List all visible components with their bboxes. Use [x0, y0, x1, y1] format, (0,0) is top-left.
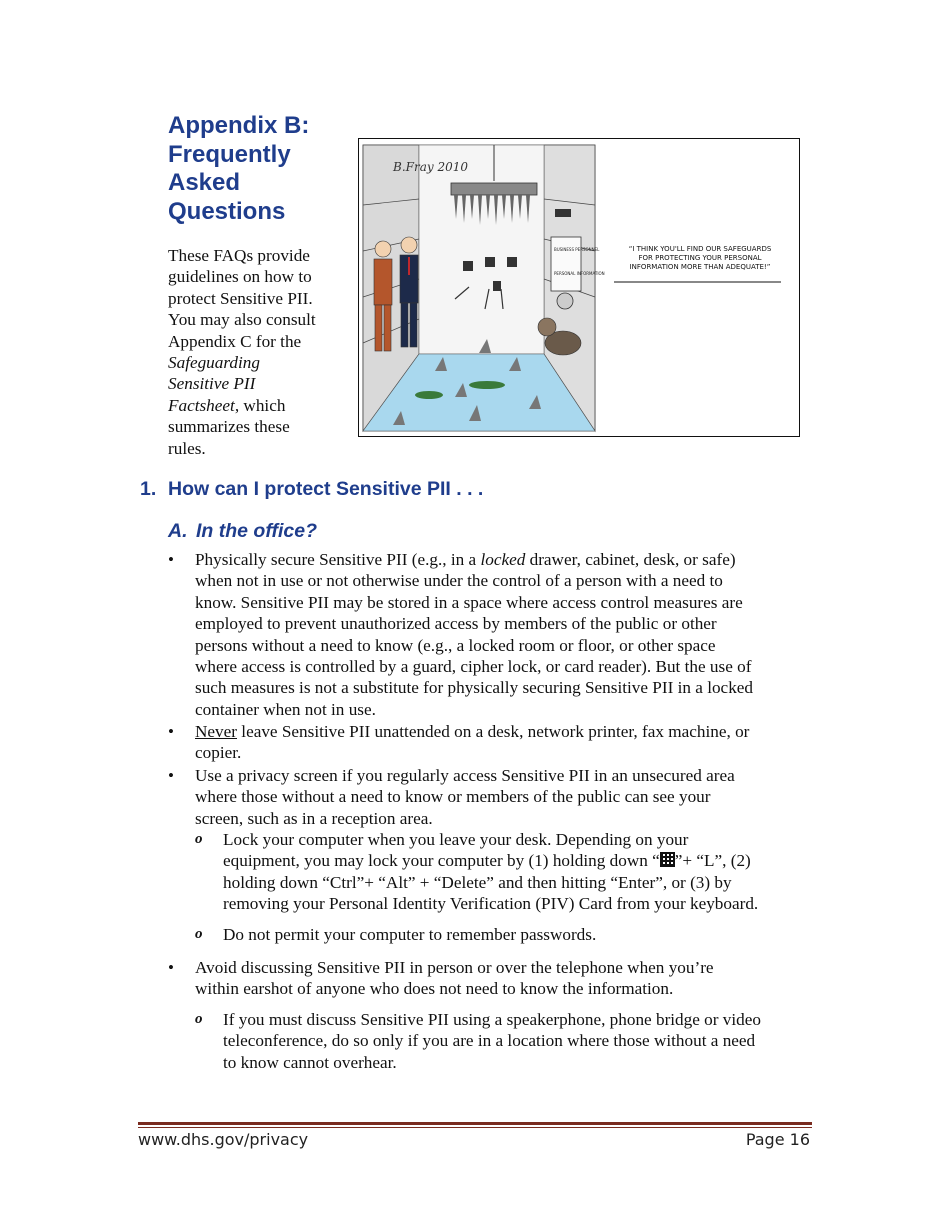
text-run: drawer, cabinet, desk, or safe) [525, 550, 736, 569]
list-item [168, 765, 735, 829]
footer-url: www.dhs.gov/privacy [138, 1130, 309, 1149]
sub-bullet-icon: o [195, 926, 203, 942]
list-item-line: where access is controlled by a guard, cipher lock, or card reader). But the use of [195, 657, 752, 677]
list-item-line: screen, such as in a reception area. [195, 808, 433, 828]
list-item-line: holding down “Ctrl”+ “Alt” + “Delete” and then hitting “Enter”, or (3) by [223, 872, 732, 892]
sub-list-item [195, 829, 759, 915]
intro-line: protect Sensitive PII. [168, 288, 313, 308]
section-letter: A. [168, 520, 188, 542]
sub-list-item [195, 1009, 761, 1073]
intro-line-rest: , which [234, 395, 286, 415]
list-item-line: such measures is not a substitute for physically securing Sensitive PII in a locked [195, 678, 754, 698]
section-title: How can I protect Sensitive PII . . . [168, 478, 484, 500]
cartoon-signature: B.Fray 2010 [393, 160, 468, 174]
list-item-line [195, 549, 753, 570]
list-item-line: copier. [195, 743, 242, 763]
sign-text-2: PERSONAL INFORMATION [554, 271, 605, 276]
bullet-icon: • [168, 722, 174, 741]
list-item-line: employed to prevent unauthorized access by members of the public or other [195, 614, 717, 634]
list-item-line: when not in use or not otherwise under the control of a person with a need to [195, 571, 723, 591]
list-item [168, 957, 714, 1000]
cartoon-illustration [358, 138, 800, 437]
cartoon-drawing [359, 139, 799, 436]
text-run: equipment, you may lock your computer by (1) holding down “ [223, 851, 660, 871]
list-item-line: know. Sensitive PII may be stored in a space where access control measures are [195, 592, 743, 612]
bullet-icon: • [168, 958, 174, 977]
windows-key-icon [660, 852, 675, 867]
appendix-title-line: Appendix B: [168, 112, 310, 139]
section-a-heading [168, 520, 317, 543]
section-number: 1. [140, 478, 157, 500]
intro-line: guidelines on how to [168, 267, 312, 287]
appendix-title-line: Frequently [168, 140, 291, 168]
list-item-line: Avoid discussing Sensitive PII in person or over the telephone when you’re [195, 958, 714, 977]
sub-bullet-icon: o [195, 1011, 203, 1027]
list-item-line: Use a privacy screen if you regularly access Sensitive PII in an unsecured area [195, 766, 735, 785]
cartoon-caption-line: INFORMATION MORE THAN ADEQUATE!” [629, 263, 771, 271]
list-item-line: If you must discuss Sensitive PII using a speakerphone, phone bridge or video [223, 1010, 761, 1029]
list-item-line: where those without a need to know or members of the public can see your [195, 787, 711, 807]
cartoon-caption-line: FOR PROTECTING YOUR PERSONAL [638, 254, 762, 262]
list-item-line: to know cannot overhear. [223, 1052, 397, 1072]
text-run: leave Sensitive PII unattended on a desk, network printer, fax machine, or [237, 722, 750, 741]
text-run: Physically secure Sensitive PII (e.g., in a [195, 550, 481, 569]
footer-divider-thin [138, 1127, 812, 1128]
intro-line [168, 395, 343, 416]
factsheet-title: Factsheet [168, 395, 235, 415]
list-item [168, 549, 754, 720]
intro-line: summarizes these [168, 417, 290, 437]
sub-list-item [195, 924, 597, 945]
bullet-icon: • [168, 550, 174, 569]
emphasis: Never [195, 722, 237, 741]
list-item-line: Lock your computer when you leave your desk. Depending on your [223, 830, 689, 849]
appendix-title [168, 112, 343, 226]
list-item-line [195, 721, 749, 742]
intro-paragraph [168, 245, 343, 459]
sub-bullet-icon: o [195, 831, 203, 847]
list-item-line [223, 850, 758, 871]
list-item [168, 721, 750, 764]
page-number: Page 16 [745, 1130, 810, 1149]
footer-divider [138, 1122, 812, 1125]
list-item-line: teleconference, do so only if you are in a location where those without a need [223, 1031, 756, 1051]
intro-line: Appendix C for the [168, 331, 302, 351]
text-run: ”+ “L”, (2) [674, 851, 751, 871]
bullet-icon: • [168, 766, 174, 785]
list-item-line: within earshot of anyone who does not need to know the information. [195, 979, 674, 999]
appendix-title-line: Questions [168, 197, 286, 225]
intro-line: Sensitive PII [168, 374, 256, 394]
sign-text: BUSINESS PERSONNEL [554, 247, 600, 252]
intro-line: rules. [168, 438, 206, 458]
intro-line: You may also consult [168, 310, 316, 330]
intro-line: These FAQs provide [168, 246, 310, 265]
list-item-line: removing your Personal Identity Verification (PIV) Card from your keyboard. [223, 894, 759, 914]
cartoon-caption-line: “I THINK YOU'LL FIND OUR SAFEGUARDS [628, 245, 772, 253]
appendix-title-line: Asked [168, 169, 241, 196]
list-item-line: persons without a need to know (e.g., a locked room or floor, or other space [195, 635, 716, 655]
section-1-heading [140, 478, 483, 501]
intro-line: Safeguarding [168, 353, 260, 373]
section-subtitle: In the office? [196, 520, 317, 542]
list-item-line: container when not in use. [195, 699, 376, 719]
emphasis: locked [480, 550, 526, 569]
list-item-line: Do not permit your computer to remember passwords. [223, 925, 597, 944]
